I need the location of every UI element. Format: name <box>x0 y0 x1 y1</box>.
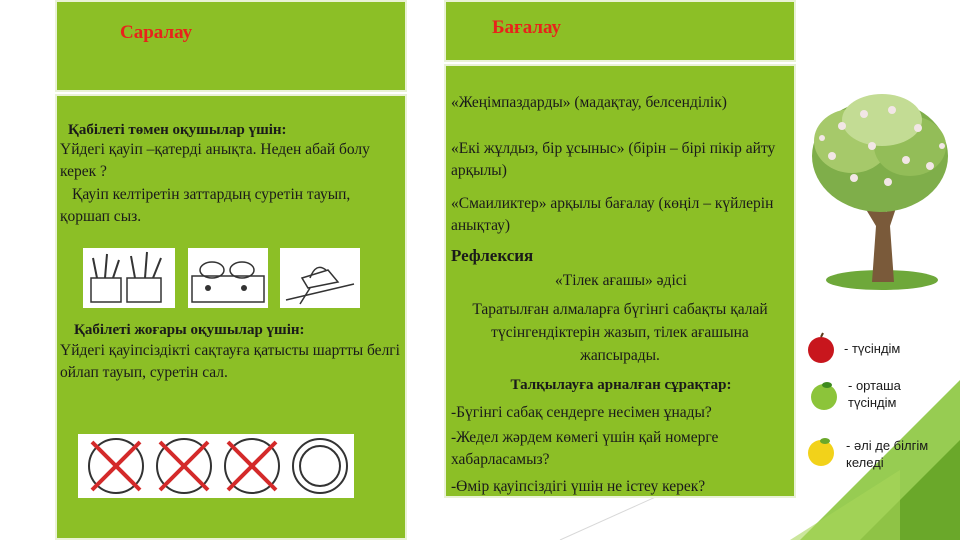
prohibition-sign-2 <box>157 439 211 493</box>
right-heading: Бағалау <box>492 17 562 38</box>
wish-tree-method: «Тілек ағашы» әдісі <box>555 272 687 289</box>
red-apple-icon <box>804 332 838 364</box>
reflection-title: Рефлексия <box>451 246 534 265</box>
question-1: -Бүгінгі сабақ сендерге несімен ұнады? <box>451 404 712 421</box>
assessment-item-2: «Екі жұлдыз, бір ұсыныс» (бірін – бірі пікір айту арқылы) <box>451 140 776 179</box>
question-2: -Жедел жәрдем көмегі үшін қай номерге хабарласамыз? <box>451 429 719 468</box>
hazard-image-knives <box>83 248 175 308</box>
legend-label-3: - әлі де білгім келеді <box>846 438 929 470</box>
high-ability-title: Қабілеті жоғары оқушылар үшін: <box>74 322 305 338</box>
question-3: -Өмір қауіпсіздігі үшін не істеу керек? <box>451 478 706 495</box>
assessment-item-3: «Смаиликтер» арқылы бағалау (көңіл – күйлерін анықтау) <box>451 195 774 234</box>
legend-label-1: - түсіндім <box>844 341 901 356</box>
yellow-apple-icon <box>804 435 838 467</box>
high-ability-task: Үйдегі қауіпсіздікті сақтауға қатысты шартты белгі ойлап тауып, суретін сал. <box>60 342 400 381</box>
wish-tree-description: Таратылған алмаларға бүгінгі сабақты қалай түсінгендіктерін жазып, тілек ағашына жапсырады. <box>472 301 768 364</box>
left-header-panel <box>55 0 407 92</box>
assessment-item-1: «Жеңімпаздарды» (мадақтау, белсенділік) <box>451 94 727 111</box>
hazard-image-iron <box>280 248 360 308</box>
prohibition-sign-1 <box>89 439 143 493</box>
prohibition-sign-3 <box>225 439 279 493</box>
hazard-image-stove <box>188 248 268 308</box>
low-ability-task-1: Үйдегі қауіп –қатерді анықта. Неден абай болу керек ? <box>60 141 370 180</box>
low-ability-title: Қабілеті төмен оқушылар үшін: <box>68 122 287 138</box>
low-ability-task-2: Қауіп келтіретін заттардың суретін тауып, қоршап сыз. <box>60 186 351 225</box>
left-heading: Саралау <box>120 22 193 43</box>
legend-label-2: - орташа түсіндім <box>848 378 901 410</box>
discussion-questions-title: Талқылауға арналған сұрақтар: <box>510 377 732 393</box>
green-apple-icon <box>807 379 841 411</box>
empty-sign <box>293 439 347 493</box>
wish-tree-image <box>802 86 958 296</box>
prohibition-signs-image <box>78 434 354 498</box>
